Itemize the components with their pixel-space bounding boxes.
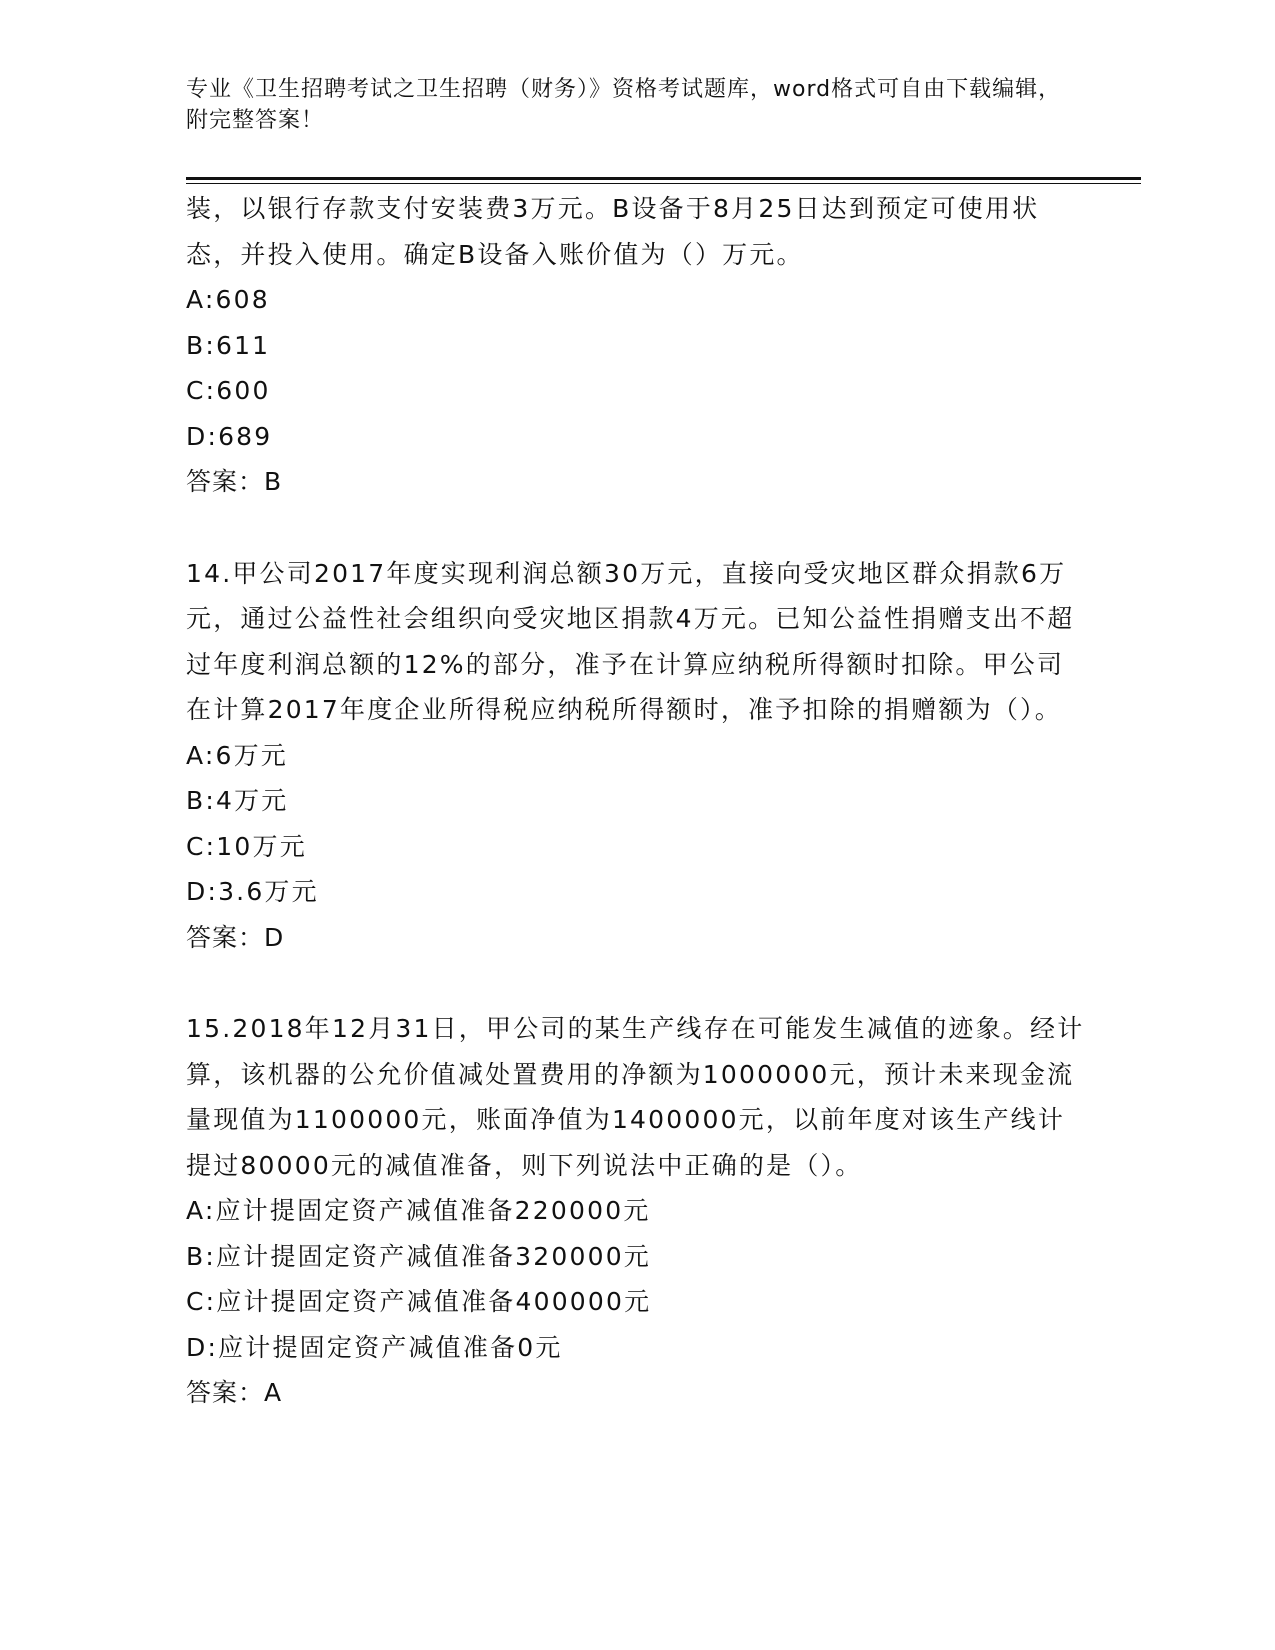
option-b: B:611 [186, 330, 271, 360]
option-d: D:689 [186, 421, 273, 451]
question-stem: 14.甲公司2017年度实现利润总额30万元，直接向受灾地区群众捐款6万元，通过公益性社会组织向受灾地区捐款4万元。已知公益性捐赠支出不超过年度利润总额的12%的部分，准予在计算应纳税所得额时扣除。甲公司在计算2017年度企业所得税应纳税所得额时，准予扣除的捐赠额为（）。 [186, 558, 1075, 724]
question-15 [186, 1006, 1086, 1416]
question-spacer [186, 505, 1086, 551]
option-a: A:应计提固定资产减值准备220000元 [186, 1196, 651, 1225]
document-header: 专业《卫生招聘考试之卫生招聘（财务）》资格考试题库，word格式可自由下载编辑，附完整答案！ [186, 77, 1062, 133]
question-14 [186, 551, 1086, 961]
answer-line: 答案：A [186, 1378, 283, 1407]
option-d: D:3.6万元 [186, 877, 319, 906]
question-spacer [186, 960, 1086, 1006]
option-d: D:应计提固定资产减值准备0元 [186, 1332, 563, 1362]
question-stem: 装，以银行存款支付安装费3万元。B设备于8月25日达到预定可使用状态，并投入使用。确定B设备入账价值为（）万元。 [186, 194, 1040, 269]
option-a: A:6万元 [186, 740, 288, 770]
header-divider-thin [186, 183, 1141, 184]
option-c: C:应计提固定资产减值准备400000元 [186, 1287, 652, 1316]
question-list [186, 186, 1086, 1416]
option-b: B:4万元 [186, 786, 289, 815]
question-13 [186, 186, 1086, 505]
answer-line: 答案：B [186, 467, 283, 496]
answer-line: 答案：D [186, 922, 285, 952]
question-stem: 15.2018年12月31日，甲公司的某生产线存在可能发生减值的迹象。经计算，该机器的公允价值减处置费用的净额为1000000元，预计未来现金流量现值为1100000元，账面净值为1400000元，以前年度对该生产线计提过80000元的减值准备，则下列说法中正确的是（）。 [186, 1014, 1085, 1180]
option-a: A:608 [186, 285, 270, 314]
option-b: B:应计提固定资产减值准备320000元 [186, 1241, 652, 1271]
option-c: C:600 [186, 376, 271, 405]
header-divider-thick [186, 177, 1141, 180]
option-c: C:10万元 [186, 831, 307, 861]
